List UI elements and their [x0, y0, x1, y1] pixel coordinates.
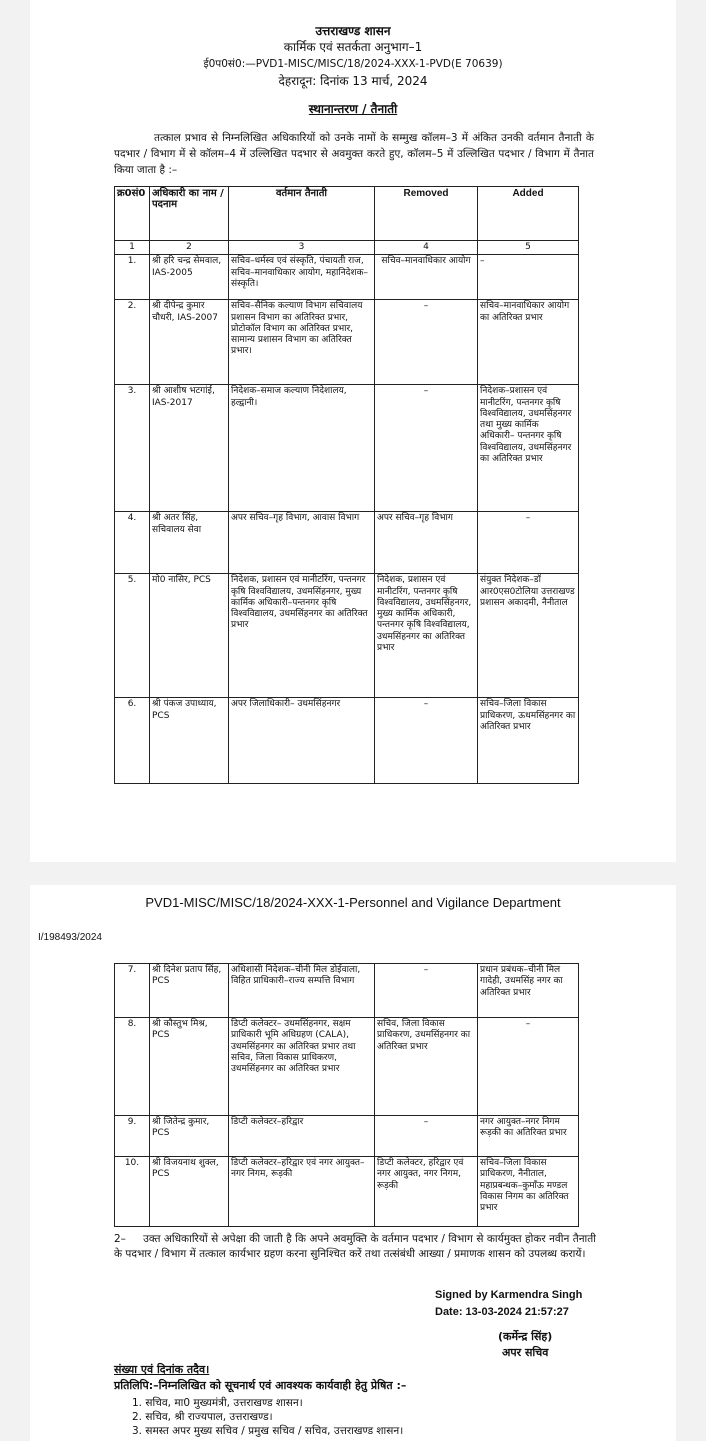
table-row [115, 255, 579, 300]
cell-current-posting: डिप्टी कलेक्टर– उधमसिंहनगर, सक्षम प्राधिकारी भूमि अधिग्रहण (CALA), उधमसिंहनगर का अतिरिक्त प्रभार तथा सचिव, जिला विकास प्राधिकरण, उधमसिंहनगर का अतिरिक्त प्रभार [229, 1018, 375, 1116]
cell-removed: – [375, 964, 478, 1018]
cell-officer-name: श्री अतर सिंह, सचिवालय सेवा [150, 512, 229, 574]
table-header-row [115, 187, 579, 241]
document-page-2 [30, 885, 676, 1441]
department-heading: कार्मिक एवं सतर्कता अनुभाग–1 [283, 40, 423, 54]
table-row [115, 698, 579, 784]
cell-officer-name: श्री जितेन्द्र कुमार, PCS [150, 1116, 229, 1157]
transfer-table-page-2 [114, 963, 579, 1227]
col-number: 4 [375, 241, 478, 255]
cell-sno: 3. [115, 385, 150, 512]
cell-officer-name: श्री हरि चन्द्र सेमवाल, IAS-2005 [150, 255, 229, 300]
cell-current-posting: डिप्टी कलेक्टर–हरिद्वार [229, 1116, 375, 1157]
cell-current-posting: अपर जिलाधिकारी– उधमसिंहनगर [229, 698, 375, 784]
cell-sno: 7. [115, 964, 150, 1018]
col-number: 3 [229, 241, 375, 255]
page2-title: PVD1-MISC/MISC/18/2024-XXX-1-Personnel and Vigilance Department [145, 895, 561, 910]
cell-current-posting: सचिव–सैनिक कल्याण विभाग सचिवालय प्रशासन विभाग का अतिरिक्त प्रभार, प्रोटोकॉल विभाग का अतिरिक्त प्रभार, सामान्य प्रशासन विभाग का अतिरिक्त प्रभार। [229, 300, 375, 385]
cell-sno: 1. [115, 255, 150, 300]
table-row [115, 964, 579, 1018]
cell-added: प्रधान प्रबंधक–चीनी मिल गादेही, उधमसिंह नगर का अतिरिक्त प्रभार [478, 964, 579, 1018]
list-item: 1. सचिव, मा0 मुख्यमंत्री, उत्तराखण्ड शासन। [132, 1397, 303, 1409]
table-row [115, 300, 579, 385]
cell-officer-name: श्री कौस्तुभ मिश्र, PCS [150, 1018, 229, 1116]
cell-officer-name: श्री पंकज उपाध्याय, PCS [150, 698, 229, 784]
table-row [115, 1157, 579, 1227]
intro-paragraph: तत्काल प्रभाव से निम्नलिखित अधिकारियों को उनके नामों के सम्मुख कॉलम–3 में अंकित उनकी वर्तमान तैनाती के पदभार / विभाग में से कॉलम–4 में उल्लिखित पदभार से अवमुक्त करते हुए, कॉलम–5 में उल्लिखित पदभार / विभाग में तैनात किया जाता है :– [114, 132, 594, 176]
cell-removed: – [375, 300, 478, 385]
cell-removed: डिप्टी कलेक्टर, हरिद्वार एवं नगर आयुक्त, नगर निगम, रूड़की [375, 1157, 478, 1227]
cell-added: सचिव–जिला विकास प्राधिकरण, नैनीताल, महाप्रबन्धक–कुमाँऊ मण्डल विकास निगम का अतिरिक्त प्रभार [478, 1157, 579, 1227]
reference-same: संख्या एवं दिनांक तदैव। [114, 1363, 210, 1376]
cell-removed: सचिव, जिला विकास प्राधिकरण, उधमसिंहनगर का अतिरिक्त प्रभार [375, 1018, 478, 1116]
cell-sno: 4. [115, 512, 150, 574]
cell-officer-name: श्री विजयनाथ शुक्ल, PCS [150, 1157, 229, 1227]
copy-recipient-list [132, 1396, 403, 1438]
col-number: 2 [150, 241, 229, 255]
digital-signature-name: Signed by Karmendra Singh [435, 1289, 583, 1301]
reference-number: ई0प0सं0:—PVD1-MISC/MISC/18/2024-XXX-1-PVD(E 70639) [203, 58, 503, 70]
cell-added: – [478, 255, 579, 300]
cell-added: – [478, 512, 579, 574]
paragraph-2-text: उक्त अधिकारियों से अपेक्षा की जाती है कि अपने अवमुक्ति के वर्तमान पदभार / विभाग से कार्यमुक्त होकर नवीन तैनाती के पदभार / विभाग में तत्काल कार्यभार ग्रहण करना सुनिश्चित करें तथा तत्संबंधी आख्या / प्रमाणक शासन को उपलब्ध करायें। [114, 1233, 596, 1260]
cell-removed: – [375, 698, 478, 784]
cell-sno: 6. [115, 698, 150, 784]
transfer-table-page-1 [114, 186, 579, 784]
header-name: अधिकारी का नाम / पदनाम [150, 187, 229, 241]
header-sno: क्र0सं0 [115, 187, 150, 241]
table-row [115, 1018, 579, 1116]
header-removed: Removed [375, 187, 478, 241]
signatory-designation: अपर सचिव [502, 1346, 549, 1359]
cell-removed: निदेशक, प्रशासन एवं मानीटरिंग, पन्तनगर कृषि विश्वविद्यालय, उधमसिंहनगर, मुख्य कार्मिक अधिकारी, पन्तनगर कृषि विश्वविद्यालय, उधमसिंहनगर का अतिरिक्त प्रभार [375, 574, 478, 698]
cell-sno: 5. [115, 574, 150, 698]
cell-current-posting: डिप्टी कलेक्टर–हरिद्वार एवं नगर आयुक्त–नगर निगम, रूड़की [229, 1157, 375, 1227]
cell-sno: 9. [115, 1116, 150, 1157]
table-row [115, 1116, 579, 1157]
cell-added: निदेशक–प्रशासन एवं मानीटरिंग, पन्तनगर कृषि विश्वविद्यालय, उधमसिंहनगर तथा मुख्य कार्मिक अधिकारी– पन्तनगर कृषि विश्वविद्यालय, उधमसिंहनगर का अतिरिक्त प्रभार [478, 385, 579, 512]
paragraph-2-number: 2– [114, 1233, 126, 1245]
list-item: 2. सचिव, श्री राज्यपाल, उत्तराखण्ड। [132, 1411, 273, 1423]
cell-officer-name: श्री दीपेन्द्र कुमार चौधरी, IAS-2007 [150, 300, 229, 385]
cell-added: – [478, 1018, 579, 1116]
cell-sno: 8. [115, 1018, 150, 1116]
signatory-name: (कर्मेन्द्र सिंह) [498, 1330, 553, 1343]
cell-added: सचिव–मानवाधिकार आयोग का अतिरिक्त प्रभार [478, 300, 579, 385]
header-current: वर्तमान तैनाती [229, 187, 375, 241]
cell-current-posting: अपर सचिव–गृह विभाग, आवास विभाग [229, 512, 375, 574]
cell-added: सचिव–जिला विकास प्राधिकरण, ऊधमसिंहनगर का अतिरिक्त प्रभार [478, 698, 579, 784]
receipt-number: I/198493/2024 [38, 932, 102, 943]
cell-removed: – [375, 1116, 478, 1157]
col-number: 5 [478, 241, 579, 255]
paragraph-2 [114, 1232, 596, 1262]
date-line: देहरादून: दिनांक 13 मार्च, 2024 [278, 74, 428, 88]
cell-removed: – [375, 385, 478, 512]
cell-officer-name: श्री दिनेश प्रताप सिंह, PCS [150, 964, 229, 1018]
list-item: 3. समस्त अपर मुख्य सचिव / प्रमुख सचिव / सचिव, उत्तराखण्ड शासन। [132, 1425, 404, 1437]
cell-sno: 10. [115, 1157, 150, 1227]
table-row [115, 512, 579, 574]
cell-officer-name: मो0 नासिर, PCS [150, 574, 229, 698]
cell-sno: 2. [115, 300, 150, 385]
col-number: 1 [115, 241, 150, 255]
subject-line: स्थानान्तरण / तैनाती [308, 102, 398, 116]
cell-current-posting: निदेशक–समाज कल्याण निदेशालय, हल्द्वानी। [229, 385, 375, 512]
cell-current-posting: सचिव–धर्मस्व एवं संस्कृति, पंचायती राज, सचिव–मानवाधिकार आयोग, महानिदेशक–संस्कृति। [229, 255, 375, 300]
cell-current-posting: अधिशासी निदेशक–चीनी मिल डोईवाला, विहित प्राधिकारी–राज्य सम्पत्ति विभाग [229, 964, 375, 1018]
table-row [115, 385, 579, 512]
column-number-row [115, 241, 579, 255]
document-page-1 [30, 0, 676, 862]
cell-current-posting: निदेशक, प्रशासन एवं मानीटरिंग, पन्तनगर कृषि विश्वविद्यालय, उधमसिंहनगर, मुख्य कार्मिक अधिकारी–पन्तनगर कृषि विश्वविद्यालय, उधमसिंहनगर का अतिरिक्त प्रभार [229, 574, 375, 698]
cell-removed: अपर सचिव–गृह विभाग [375, 512, 478, 574]
cell-added: नगर आयुक्त–नगर निगम रूड़की का अतिरिक्त प्रभार [478, 1116, 579, 1157]
copy-to-heading: प्रतिलिपि:–निम्नलिखित को सूचनार्थ एवं आवश्यक कार्यवाही हेतु प्रेषित :– [114, 1379, 407, 1392]
digital-signature-date: Date: 13-03-2024 21:57:27 [435, 1306, 569, 1318]
cell-added: संयुक्त निदेशक–डॉ आर0एस0टोलिया उत्तराखण्ड प्रशासन अकादमी, नैनीताल [478, 574, 579, 698]
government-heading: उत्तराखण्ड शासन [315, 24, 391, 38]
header-added: Added [478, 187, 579, 241]
cell-removed: सचिव–मानवाधिकार आयोग [375, 255, 478, 300]
table-row [115, 574, 579, 698]
cell-officer-name: श्री आशीष भटगांई, IAS-2017 [150, 385, 229, 512]
